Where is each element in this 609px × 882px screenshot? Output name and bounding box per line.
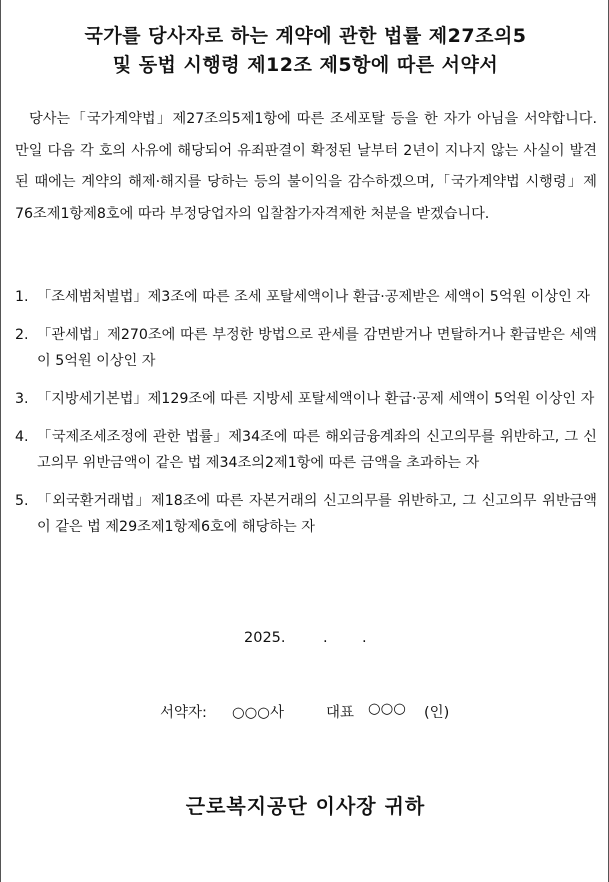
- list-item-number: 3.: [15, 391, 29, 407]
- list-item-number: 2.: [15, 327, 29, 343]
- document-title: [1, 22, 609, 80]
- list-item-number: 1.: [15, 289, 29, 305]
- list-item-number: 5.: [15, 493, 29, 509]
- signer-label: 서약자:: [160, 705, 207, 721]
- list-item: [15, 322, 597, 374]
- signer-company: ○○○사: [232, 705, 284, 721]
- list-item: [15, 386, 597, 412]
- list-item-text: 「지방세기본법」제129조에 따른 지방세 포탈세액이나 환급·공제 세액이 5억원 이상인 자: [37, 391, 595, 407]
- representative-label: 대표: [326, 705, 355, 721]
- list-item-number: 4.: [15, 429, 29, 445]
- list-item: [15, 424, 597, 476]
- date-month-dot: .: [323, 630, 328, 646]
- list-item-text: 「관세법」제270조에 따른 부정한 방법으로 관세를 감면받거나 면탈하거나 환급받은 세액이 5억원 이상인 자: [37, 327, 597, 369]
- date-day-dot: .: [362, 630, 367, 646]
- pledge-intro-paragraph: 당사는「국가계약법」제27조의5제1항에 따른 조세포탈 등을 한 자가 아님을 서약합니다. 만일 다음 각 호의 사유에 해당되어 유죄판결이 확정된 날부터 2년이 지나지 않는 사실이 발견된 때에는 계약의 해제·해지를 당하는 등의 불이익을 감수하겠으며,「국가계약법 시행령」제76조제1항제8호에 따라 부정당업자의 입찰참가자격제한 처분을 받겠습니다.: [15, 111, 597, 222]
- pledge-condition-list: [15, 284, 597, 552]
- list-item: [15, 284, 597, 310]
- list-item-text: 「조세범처벌법」제3조에 따른 조세 포탈세액이나 환급·공제받은 세액이 5억원 이상인 자: [37, 289, 590, 305]
- representative-name: ○○○: [368, 701, 406, 717]
- date-year: 2025.: [244, 630, 286, 646]
- seal-mark: (인): [424, 705, 450, 721]
- title-line-2: 및 동법 시행령 제12조 제5항에 따른 서약서: [112, 54, 499, 76]
- title-line-1: 국가를 당사자로 하는 계약에 관한 법률 제27조의5: [84, 25, 527, 47]
- list-item-text: 「외국환거래법」제18조에 따른 자본거래의 신고의무를 위반하고, 그 신고의무 위반금액이 같은 법 제29조제1항제6호에 해당하는 자: [37, 493, 597, 535]
- list-item: [15, 488, 597, 540]
- list-item-text: 「국제조세조정에 관한 법률」제34조에 따른 해외금융계좌의 신고의무를 위반하고, 그 신고의무 위반금액이 같은 법 제34조의2제1항에 따른 금액을 초과하는 자: [37, 429, 597, 471]
- addressee: 근로복지공단 이사장 귀하: [185, 794, 426, 818]
